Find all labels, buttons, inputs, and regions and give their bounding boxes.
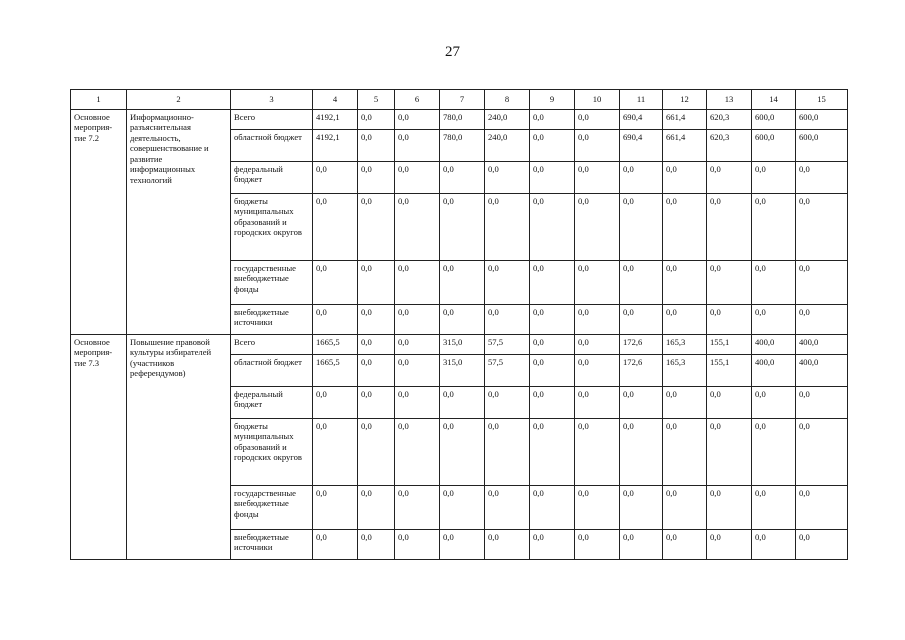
column-header: 6 [395, 90, 440, 110]
value-cell: 0,0 [620, 161, 663, 193]
value-cell: 0,0 [707, 161, 752, 193]
value-cell: 0,0 [707, 193, 752, 260]
column-header: 9 [530, 90, 575, 110]
value-cell: 0,0 [575, 129, 620, 161]
column-header: 1 [71, 90, 127, 110]
budget-table [70, 89, 848, 560]
value-cell: 0,0 [575, 354, 620, 386]
value-cell: 0,0 [395, 354, 440, 386]
value-cell: 0,0 [485, 485, 530, 529]
value-cell: 0,0 [620, 260, 663, 304]
value-cell: 0,0 [575, 386, 620, 418]
value-cell: 0,0 [485, 529, 530, 559]
value-cell: 0,0 [752, 529, 796, 559]
value-cell: 0,0 [358, 129, 395, 161]
value-cell: 0,0 [313, 529, 358, 559]
value-cell: 0,0 [707, 304, 752, 334]
value-cell: 0,0 [530, 386, 575, 418]
value-cell: 0,0 [313, 161, 358, 193]
value-cell: 0,0 [663, 304, 707, 334]
value-cell: 0,0 [620, 529, 663, 559]
value-cell: 0,0 [440, 418, 485, 485]
value-cell: 0,0 [663, 193, 707, 260]
value-cell: 0,0 [707, 529, 752, 559]
value-cell: 1665,5 [313, 354, 358, 386]
value-cell: 0,0 [440, 485, 485, 529]
value-cell: 0,0 [395, 386, 440, 418]
value-cell: 0,0 [313, 260, 358, 304]
value-cell: 0,0 [395, 485, 440, 529]
value-cell: 0,0 [752, 193, 796, 260]
funding-source-cell: государственные внебюджетные фонды [231, 260, 313, 304]
column-header: 7 [440, 90, 485, 110]
value-cell: 0,0 [575, 260, 620, 304]
value-cell: 0,0 [796, 193, 848, 260]
value-cell: 0,0 [485, 161, 530, 193]
value-cell: 0,0 [752, 260, 796, 304]
value-cell: 0,0 [313, 304, 358, 334]
value-cell: 0,0 [395, 260, 440, 304]
value-cell: 0,0 [530, 485, 575, 529]
measure-code-cell: Основное мероприя-тие 7.2 [71, 109, 127, 334]
value-cell: 780,0 [440, 109, 485, 129]
value-cell: 0,0 [752, 304, 796, 334]
value-cell: 0,0 [358, 334, 395, 354]
value-cell: 0,0 [440, 386, 485, 418]
value-cell: 0,0 [620, 304, 663, 334]
value-cell: 0,0 [796, 260, 848, 304]
value-cell: 0,0 [395, 129, 440, 161]
value-cell: 0,0 [530, 161, 575, 193]
value-cell: 0,0 [796, 161, 848, 193]
value-cell: 400,0 [752, 354, 796, 386]
value-cell: 620,3 [707, 109, 752, 129]
value-cell: 0,0 [358, 161, 395, 193]
value-cell: 0,0 [663, 386, 707, 418]
value-cell: 0,0 [485, 418, 530, 485]
value-cell: 0,0 [358, 529, 395, 559]
value-cell: 0,0 [395, 193, 440, 260]
value-cell: 0,0 [395, 161, 440, 193]
value-cell: 0,0 [575, 529, 620, 559]
column-header: 2 [127, 90, 231, 110]
value-cell: 600,0 [796, 109, 848, 129]
funding-source-cell: внебюджетные источники [231, 529, 313, 559]
value-cell: 0,0 [530, 129, 575, 161]
value-cell: 600,0 [796, 129, 848, 161]
funding-source-cell: областной бюджет [231, 354, 313, 386]
value-cell: 0,0 [707, 386, 752, 418]
value-cell: 4192,1 [313, 109, 358, 129]
value-cell: 600,0 [752, 129, 796, 161]
value-cell: 172,6 [620, 334, 663, 354]
value-cell: 400,0 [796, 354, 848, 386]
value-cell: 0,0 [530, 193, 575, 260]
measure-code-cell: Основное мероприя-тие 7.3 [71, 334, 127, 559]
value-cell: 0,0 [358, 193, 395, 260]
value-cell: 0,0 [440, 161, 485, 193]
value-cell: 0,0 [752, 418, 796, 485]
value-cell: 690,4 [620, 109, 663, 129]
column-header: 8 [485, 90, 530, 110]
value-cell: 57,5 [485, 334, 530, 354]
value-cell: 0,0 [796, 386, 848, 418]
value-cell: 690,4 [620, 129, 663, 161]
value-cell: 0,0 [530, 418, 575, 485]
funding-source-cell: Всего [231, 334, 313, 354]
value-cell: 400,0 [752, 334, 796, 354]
value-cell: 0,0 [530, 109, 575, 129]
value-cell: 155,1 [707, 334, 752, 354]
value-cell: 661,4 [663, 109, 707, 129]
column-header: 10 [575, 90, 620, 110]
table-row [71, 109, 848, 129]
value-cell: 0,0 [358, 304, 395, 334]
value-cell: 0,0 [575, 161, 620, 193]
funding-source-cell: областной бюджет [231, 129, 313, 161]
value-cell: 0,0 [485, 304, 530, 334]
value-cell: 0,0 [313, 386, 358, 418]
funding-source-cell: Всего [231, 109, 313, 129]
value-cell: 0,0 [707, 418, 752, 485]
funding-source-cell: внебюджетные источники [231, 304, 313, 334]
value-cell: 0,0 [530, 260, 575, 304]
value-cell: 0,0 [358, 260, 395, 304]
value-cell: 0,0 [485, 386, 530, 418]
value-cell: 0,0 [663, 529, 707, 559]
value-cell: 0,0 [796, 304, 848, 334]
value-cell: 0,0 [395, 334, 440, 354]
value-cell: 240,0 [485, 109, 530, 129]
value-cell: 0,0 [358, 485, 395, 529]
value-cell: 0,0 [620, 485, 663, 529]
value-cell: 0,0 [796, 529, 848, 559]
value-cell: 57,5 [485, 354, 530, 386]
funding-source-cell: федеральный бюджет [231, 386, 313, 418]
value-cell: 4192,1 [313, 129, 358, 161]
value-cell: 0,0 [575, 418, 620, 485]
value-cell: 172,6 [620, 354, 663, 386]
column-header: 12 [663, 90, 707, 110]
value-cell: 0,0 [752, 386, 796, 418]
value-cell: 600,0 [752, 109, 796, 129]
value-cell: 0,0 [620, 193, 663, 260]
value-cell: 0,0 [752, 485, 796, 529]
value-cell: 0,0 [575, 304, 620, 334]
page-number: 27 [445, 44, 460, 60]
column-header: 5 [358, 90, 395, 110]
value-cell: 0,0 [485, 260, 530, 304]
value-cell: 0,0 [663, 161, 707, 193]
value-cell: 0,0 [663, 485, 707, 529]
value-cell: 0,0 [530, 354, 575, 386]
value-cell: 165,3 [663, 354, 707, 386]
value-cell: 0,0 [575, 193, 620, 260]
value-cell: 0,0 [707, 260, 752, 304]
column-header: 14 [752, 90, 796, 110]
value-cell: 0,0 [530, 334, 575, 354]
value-cell: 0,0 [752, 161, 796, 193]
value-cell: 620,3 [707, 129, 752, 161]
value-cell: 0,0 [395, 529, 440, 559]
value-cell: 0,0 [358, 354, 395, 386]
funding-source-cell: федеральный бюджет [231, 161, 313, 193]
value-cell: 780,0 [440, 129, 485, 161]
value-cell: 0,0 [395, 304, 440, 334]
value-cell: 315,0 [440, 334, 485, 354]
value-cell: 0,0 [707, 485, 752, 529]
value-cell: 0,0 [313, 418, 358, 485]
value-cell: 0,0 [485, 193, 530, 260]
value-cell: 155,1 [707, 354, 752, 386]
funding-source-cell: бюджеты муниципальных образований и городских округов [231, 418, 313, 485]
value-cell: 0,0 [575, 109, 620, 129]
column-header: 4 [313, 90, 358, 110]
value-cell: 0,0 [440, 260, 485, 304]
value-cell: 0,0 [395, 109, 440, 129]
value-cell: 0,0 [395, 418, 440, 485]
value-cell: 0,0 [530, 304, 575, 334]
value-cell: 0,0 [440, 193, 485, 260]
value-cell: 0,0 [575, 334, 620, 354]
value-cell: 0,0 [313, 485, 358, 529]
value-cell: 0,0 [620, 386, 663, 418]
value-cell: 0,0 [620, 418, 663, 485]
funding-source-cell: государственные внебюджетные фонды [231, 485, 313, 529]
value-cell: 0,0 [358, 109, 395, 129]
value-cell: 0,0 [440, 529, 485, 559]
value-cell: 661,4 [663, 129, 707, 161]
column-header: 15 [796, 90, 848, 110]
value-cell: 0,0 [663, 418, 707, 485]
header-row [71, 90, 848, 110]
column-header: 13 [707, 90, 752, 110]
measure-name-cell: Повышение правовой культуры избирателей (участников референдумов) [127, 334, 231, 559]
table-row [71, 334, 848, 354]
value-cell: 240,0 [485, 129, 530, 161]
value-cell: 0,0 [358, 386, 395, 418]
value-cell: 0,0 [663, 260, 707, 304]
value-cell: 0,0 [796, 418, 848, 485]
value-cell: 1665,5 [313, 334, 358, 354]
column-header: 11 [620, 90, 663, 110]
value-cell: 0,0 [440, 304, 485, 334]
value-cell: 0,0 [358, 418, 395, 485]
column-header: 3 [231, 90, 313, 110]
measure-name-cell: Информационно-разъяснительная деятельность, совершенствование и развитие информационных технологий [127, 109, 231, 334]
value-cell: 0,0 [796, 485, 848, 529]
value-cell: 0,0 [575, 485, 620, 529]
value-cell: 400,0 [796, 334, 848, 354]
value-cell: 0,0 [530, 529, 575, 559]
value-cell: 165,3 [663, 334, 707, 354]
value-cell: 0,0 [313, 193, 358, 260]
funding-source-cell: бюджеты муниципальных образований и городских округов [231, 193, 313, 260]
value-cell: 315,0 [440, 354, 485, 386]
